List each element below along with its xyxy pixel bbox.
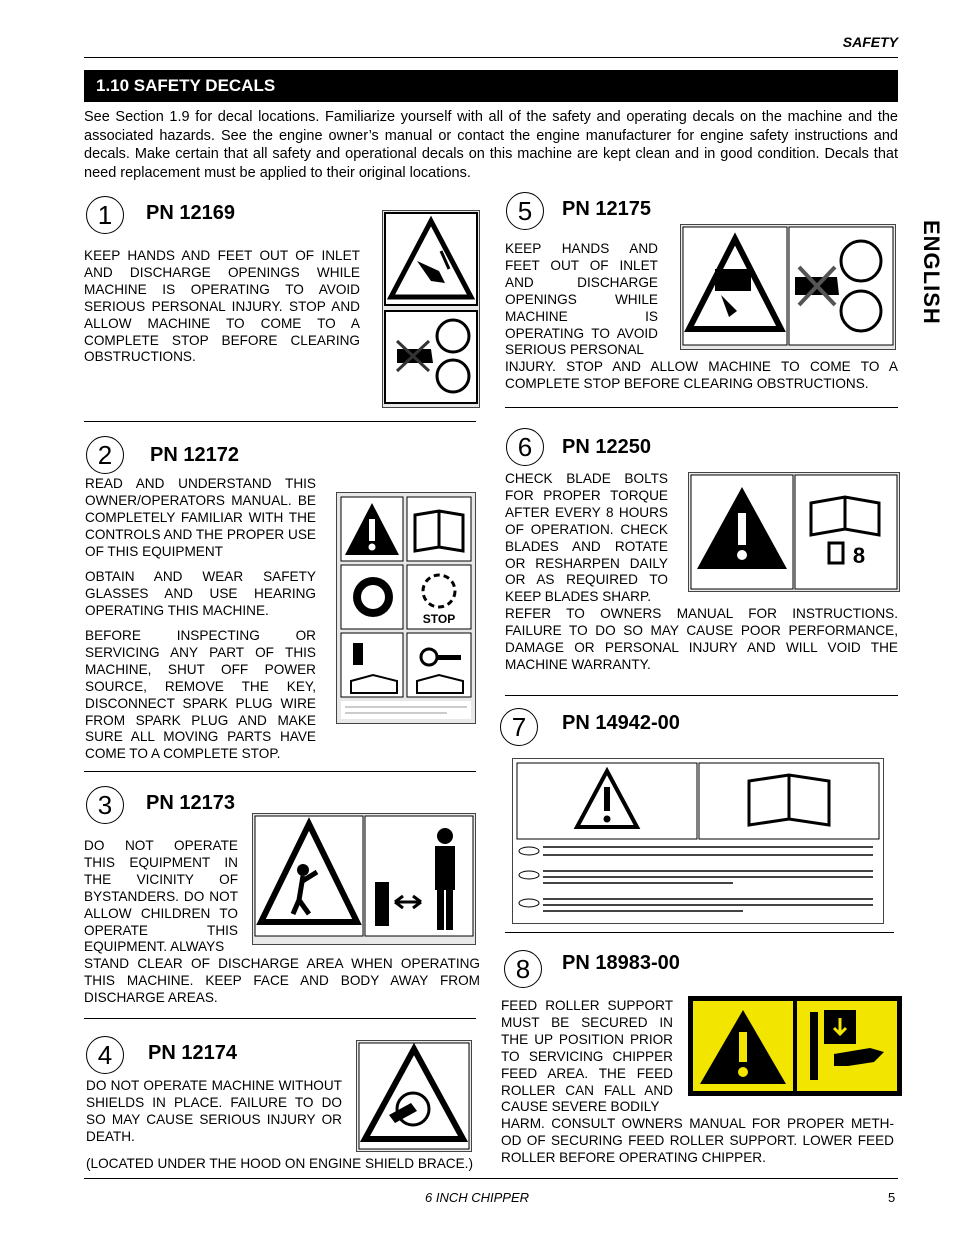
decal-text-5a: KEEP HANDS AND FEET OUT OF INLET AND DISCHARGE OPENINGS WHILE MACHINE IS OPERATING TO AVOID SERIOUS PERSONAL (505, 241, 658, 358)
decal-number-7: 7 (500, 708, 538, 746)
decal-image-3 (252, 813, 476, 945)
language-tab: ENGLISH (919, 220, 944, 325)
decal-pn-7: PN 14942-00 (562, 712, 680, 734)
divider (505, 407, 898, 408)
intro-paragraph: See Section 1.9 for decal locations. Familiarize yourself with all of the safety and operating decals on the machine and the associated hazards. See the engine owner’s manual or contact the engine manufacturer for engine safety instructions and decals. Make certain that all safety and operational decals on this machine are kept clean and in good condition. Decals that need replacement must be applied to their original locations. (84, 109, 898, 181)
decal-image-6 (688, 472, 900, 592)
section-banner: 1.10 SAFETY DECALS (84, 70, 898, 102)
footer-rule (84, 1178, 898, 1179)
decal-pn-3: PN 12173 (146, 792, 235, 814)
decal-image-1 (382, 210, 480, 408)
decal-number-5: 5 (506, 192, 544, 230)
page-number: 5 (888, 1190, 896, 1205)
decal-pn-5: PN 12175 (562, 198, 651, 220)
decal-pn-6: PN 12250 (562, 436, 651, 458)
decal-image-2 (336, 492, 476, 724)
header-rule (84, 57, 898, 58)
decal-number-4: 4 (86, 1036, 124, 1074)
decal-text-2b: OBTAIN AND WEAR SAFETY GLASSES AND USE HEARING OPERATING THIS MACHINE. (85, 569, 316, 618)
decal-number-2: 2 (86, 436, 124, 474)
divider (505, 695, 898, 696)
decal-text-8b: HARM. CONSULT OWNERS MANUAL FOR PROPER METH-OD OF SECURING FEED ROLLER SUPPORT. LOWER FEED ROLLER BEFORE OPERATING CHIPPER. (501, 1116, 894, 1165)
decal-number-1: 1 (86, 196, 124, 234)
divider (84, 771, 476, 772)
decal-text-5b: INJURY. STOP AND ALLOW MACHINE TO COME TO A COMPLETE STOP BEFORE CLEARING OBSTRUCTIONS. (505, 359, 898, 391)
decal-number-8: 8 (504, 950, 542, 988)
decal-text-6b: REFER TO OWNERS MANUAL FOR INSTRUCTIONS. FAILURE TO DO SO MAY CAUSE POOR PERFORMANCE, DAMAGE OR PERSONAL INJURY AND WILL VOID THE MACHINE WARRANTY. (505, 606, 898, 672)
decal-image-5 (680, 224, 896, 350)
bystander-icon (437, 828, 453, 844)
decal-pn-8: PN 18983-00 (562, 952, 680, 974)
decal-image-7 (512, 758, 884, 924)
hours-label: 8 (852, 543, 866, 568)
decal-image-8 (688, 996, 902, 1096)
decal-text-2a: READ AND UNDERSTAND THIS OWNER/OPERATORS MANUAL. BE COMPLETELY FAMILIAR WITH THE CONTROLS AND THE PROPER USE OF THIS EQUIPMENT (85, 476, 316, 559)
decal-text-3a: DO NOT OPERATE THIS EQUIPMENT IN THE VICINITY OF BYSTANDERS. DO NOT ALLOW CHILDREN TO OPERATE THIS EQUIPMENT. ALWAYS (84, 838, 238, 955)
stop-label: STOP (422, 612, 456, 626)
decal-pn-1: PN 12169 (146, 202, 235, 224)
decal-text-6a: CHECK BLADE BOLTS FOR PROPER TORQUE AFTER EVERY 8 HOURS OF OPERATION. CHECK BLADES AND ROTATE OR RESHARPEN DAILY OR AS REQUIRED TO KEEP BLADES SHARP. (505, 471, 668, 605)
decal-text-8a: FEED ROLLER SUPPORT MUST BE SECURED IN THE UP POSITION PRIOR TO SERVICING CHIPPER FEED AREA. THE FEED ROLLER CAN FALL AND CAUSE SEVERE BODILY (501, 998, 673, 1115)
decal-text-2c: BEFORE INSPECTING OR SERVICING ANY PART OF THIS MACHINE, SHUT OFF POWER SOURCE, REMOVE THE KEY, DISCONNECT SPARK PLUG WIRE FROM SPARK PLUG AND MAKE SURE ALL MOVING PARTS HAVE COME TO A COMPLETE STOP. (85, 628, 316, 762)
divider (84, 421, 476, 422)
footer-title: 6 INCH CHIPPER (424, 1190, 530, 1205)
decal-number-6: 6 (506, 428, 544, 466)
decal-pn-2: PN 12172 (150, 444, 239, 466)
decal-text-3b: STAND CLEAR OF DISCHARGE AREA WHEN OPERATING THIS MACHINE. KEEP FACE AND BODY AWAY FROM DISCHARGE AREAS. (84, 956, 480, 1005)
divider (84, 1018, 476, 1019)
decal-note-4: (LOCATED UNDER THE HOOD ON ENGINE SHIELD BRACE.) (86, 1156, 473, 1171)
section-header: SAFETY (842, 34, 898, 50)
decal-number-3: 3 (86, 786, 124, 824)
decal-pn-4: PN 12174 (148, 1042, 237, 1064)
divider (505, 932, 894, 933)
decal-text-4: DO NOT OPERATE MACHINE WITHOUT SHIELDS IN PLACE. FAILURE TO DO SO MAY CAUSE SERIOUS INJURY OR DEATH. (86, 1078, 342, 1144)
decal-image-4 (356, 1040, 472, 1152)
decal-text-1: KEEP HANDS AND FEET OUT OF INLET AND DISCHARGE OPENINGS WHILE MACHINE IS OPERATING TO AVOID SERIOUS PERSONAL INJURY. STOP AND ALLOW MACHINE TO COME TO A COMPLETE STOP BEFORE CLEARING OBSTRUCTIONS. (84, 248, 360, 365)
